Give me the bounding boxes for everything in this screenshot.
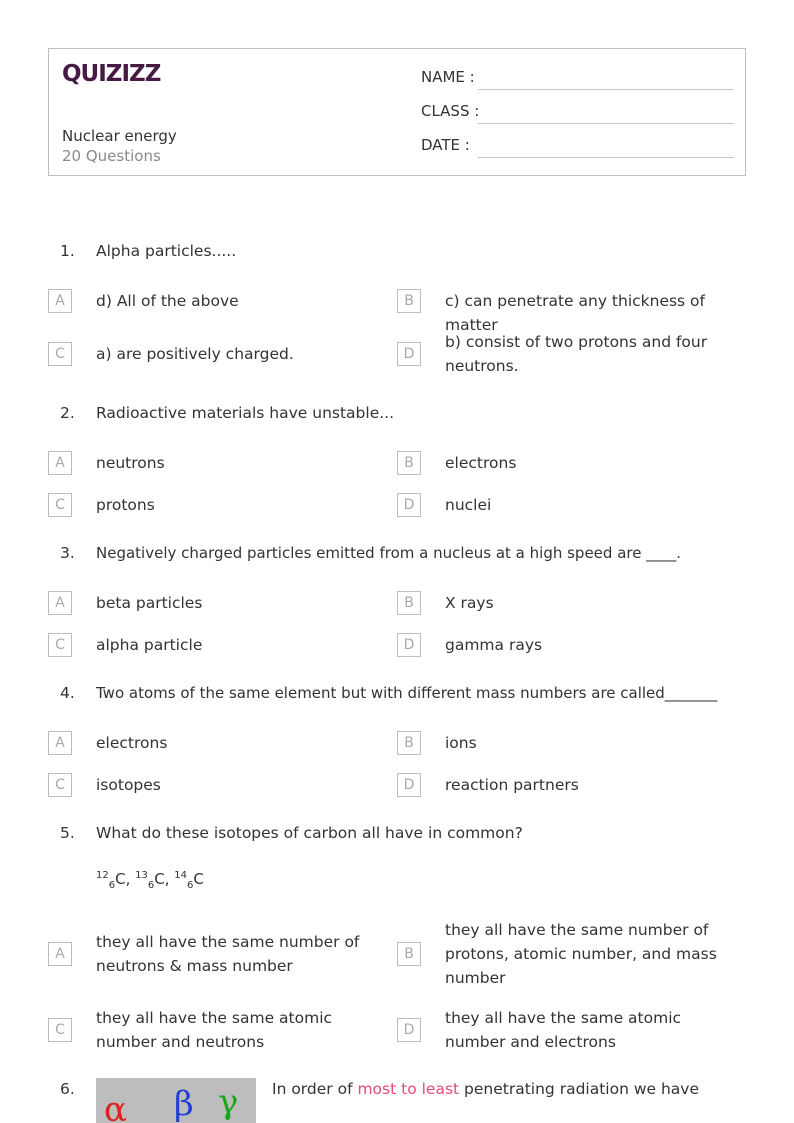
option-text: ions [445, 734, 477, 752]
radiation-symbols-image [96, 1078, 256, 1123]
question-text: What do these isotopes of carbon all have in common? [96, 824, 523, 842]
question-text: In order of most to least penetrating radiation we have [272, 1080, 699, 1098]
option-badge: D [397, 633, 421, 657]
question-text: Negatively charged particles emitted from a nucleus at a high speed are ____. [96, 544, 681, 562]
option-text: reaction partners [445, 776, 579, 794]
option-text: c) can penetrate any thickness of matter [445, 292, 705, 334]
option-text: d) All of the above [96, 292, 239, 310]
class-label: CLASS : [421, 102, 480, 120]
option-badge: B [397, 289, 421, 313]
option-badge: D [397, 493, 421, 517]
option-text: they all have the same atomic number and neutrons [96, 1009, 333, 1051]
question-text: Two atoms of the same element but with different mass numbers are called_______ [96, 684, 718, 702]
option-badge: C [48, 493, 72, 517]
option-badge: A [48, 451, 72, 475]
isotope-formula: $^{12}_6$C, $^{13}_6$C, $^{14}_6$C [96, 870, 204, 891]
option-badge: C [48, 1018, 72, 1042]
question-number: 2. [60, 404, 75, 422]
option-text: they all have the same atomic number and electrons [445, 1009, 682, 1051]
name-line [478, 89, 734, 90]
question-number: 3. [60, 544, 75, 562]
beta-symbol: β [174, 1084, 194, 1123]
option-badge: D [397, 773, 421, 797]
option-badge: A [48, 289, 72, 313]
option-text: alpha particle [96, 636, 203, 654]
option-badge: D [397, 1018, 421, 1042]
option-text: neutrons [96, 454, 165, 472]
option-badge: C [48, 342, 72, 366]
option-badge: B [397, 731, 421, 755]
highlighted-phrase: most to least [357, 1080, 460, 1098]
date-line [478, 157, 734, 158]
option-text: beta particles [96, 594, 203, 612]
option-badge: D [397, 342, 421, 366]
quizizz-logo: QUIZIZZ [62, 61, 161, 87]
worksheet-header [48, 48, 746, 176]
gamma-symbol: γ [218, 1082, 239, 1122]
option-text: they all have the same number of protons, atomic number, and mass number [445, 921, 717, 987]
option-badge: B [397, 451, 421, 475]
option-text: a) are positively charged. [96, 345, 294, 363]
question-text: Radioactive materials have unstable... [96, 404, 395, 422]
option-badge: B [397, 591, 421, 615]
option-text: gamma rays [445, 636, 543, 654]
option-text: isotopes [96, 776, 161, 794]
option-badge: C [48, 633, 72, 657]
option-text: b) consist of two protons and four neutrons. [445, 333, 708, 375]
alpha-symbol: α [104, 1090, 127, 1123]
question-count: 20 Questions [62, 147, 161, 165]
option-text: X rays [445, 594, 494, 612]
option-text: they all have the same number of neutrons & mass number [96, 933, 360, 975]
worksheet-title: Nuclear energy [62, 127, 177, 145]
question-number: 1. [60, 242, 75, 260]
option-badge: B [397, 942, 421, 966]
option-text: electrons [96, 734, 168, 752]
option-badge: A [48, 942, 72, 966]
question-number: 5. [60, 824, 75, 842]
question-text: Alpha particles..... [96, 242, 237, 260]
question-number: 6. [60, 1080, 75, 1098]
option-badge: A [48, 591, 72, 615]
option-text: electrons [445, 454, 517, 472]
option-text: protons [96, 496, 155, 514]
option-badge: C [48, 773, 72, 797]
date-label: DATE : [421, 136, 470, 154]
option-text: nuclei [445, 496, 492, 514]
name-label: NAME : [421, 68, 475, 86]
class-line [478, 123, 734, 124]
option-badge: A [48, 731, 72, 755]
question-number: 4. [60, 684, 75, 702]
